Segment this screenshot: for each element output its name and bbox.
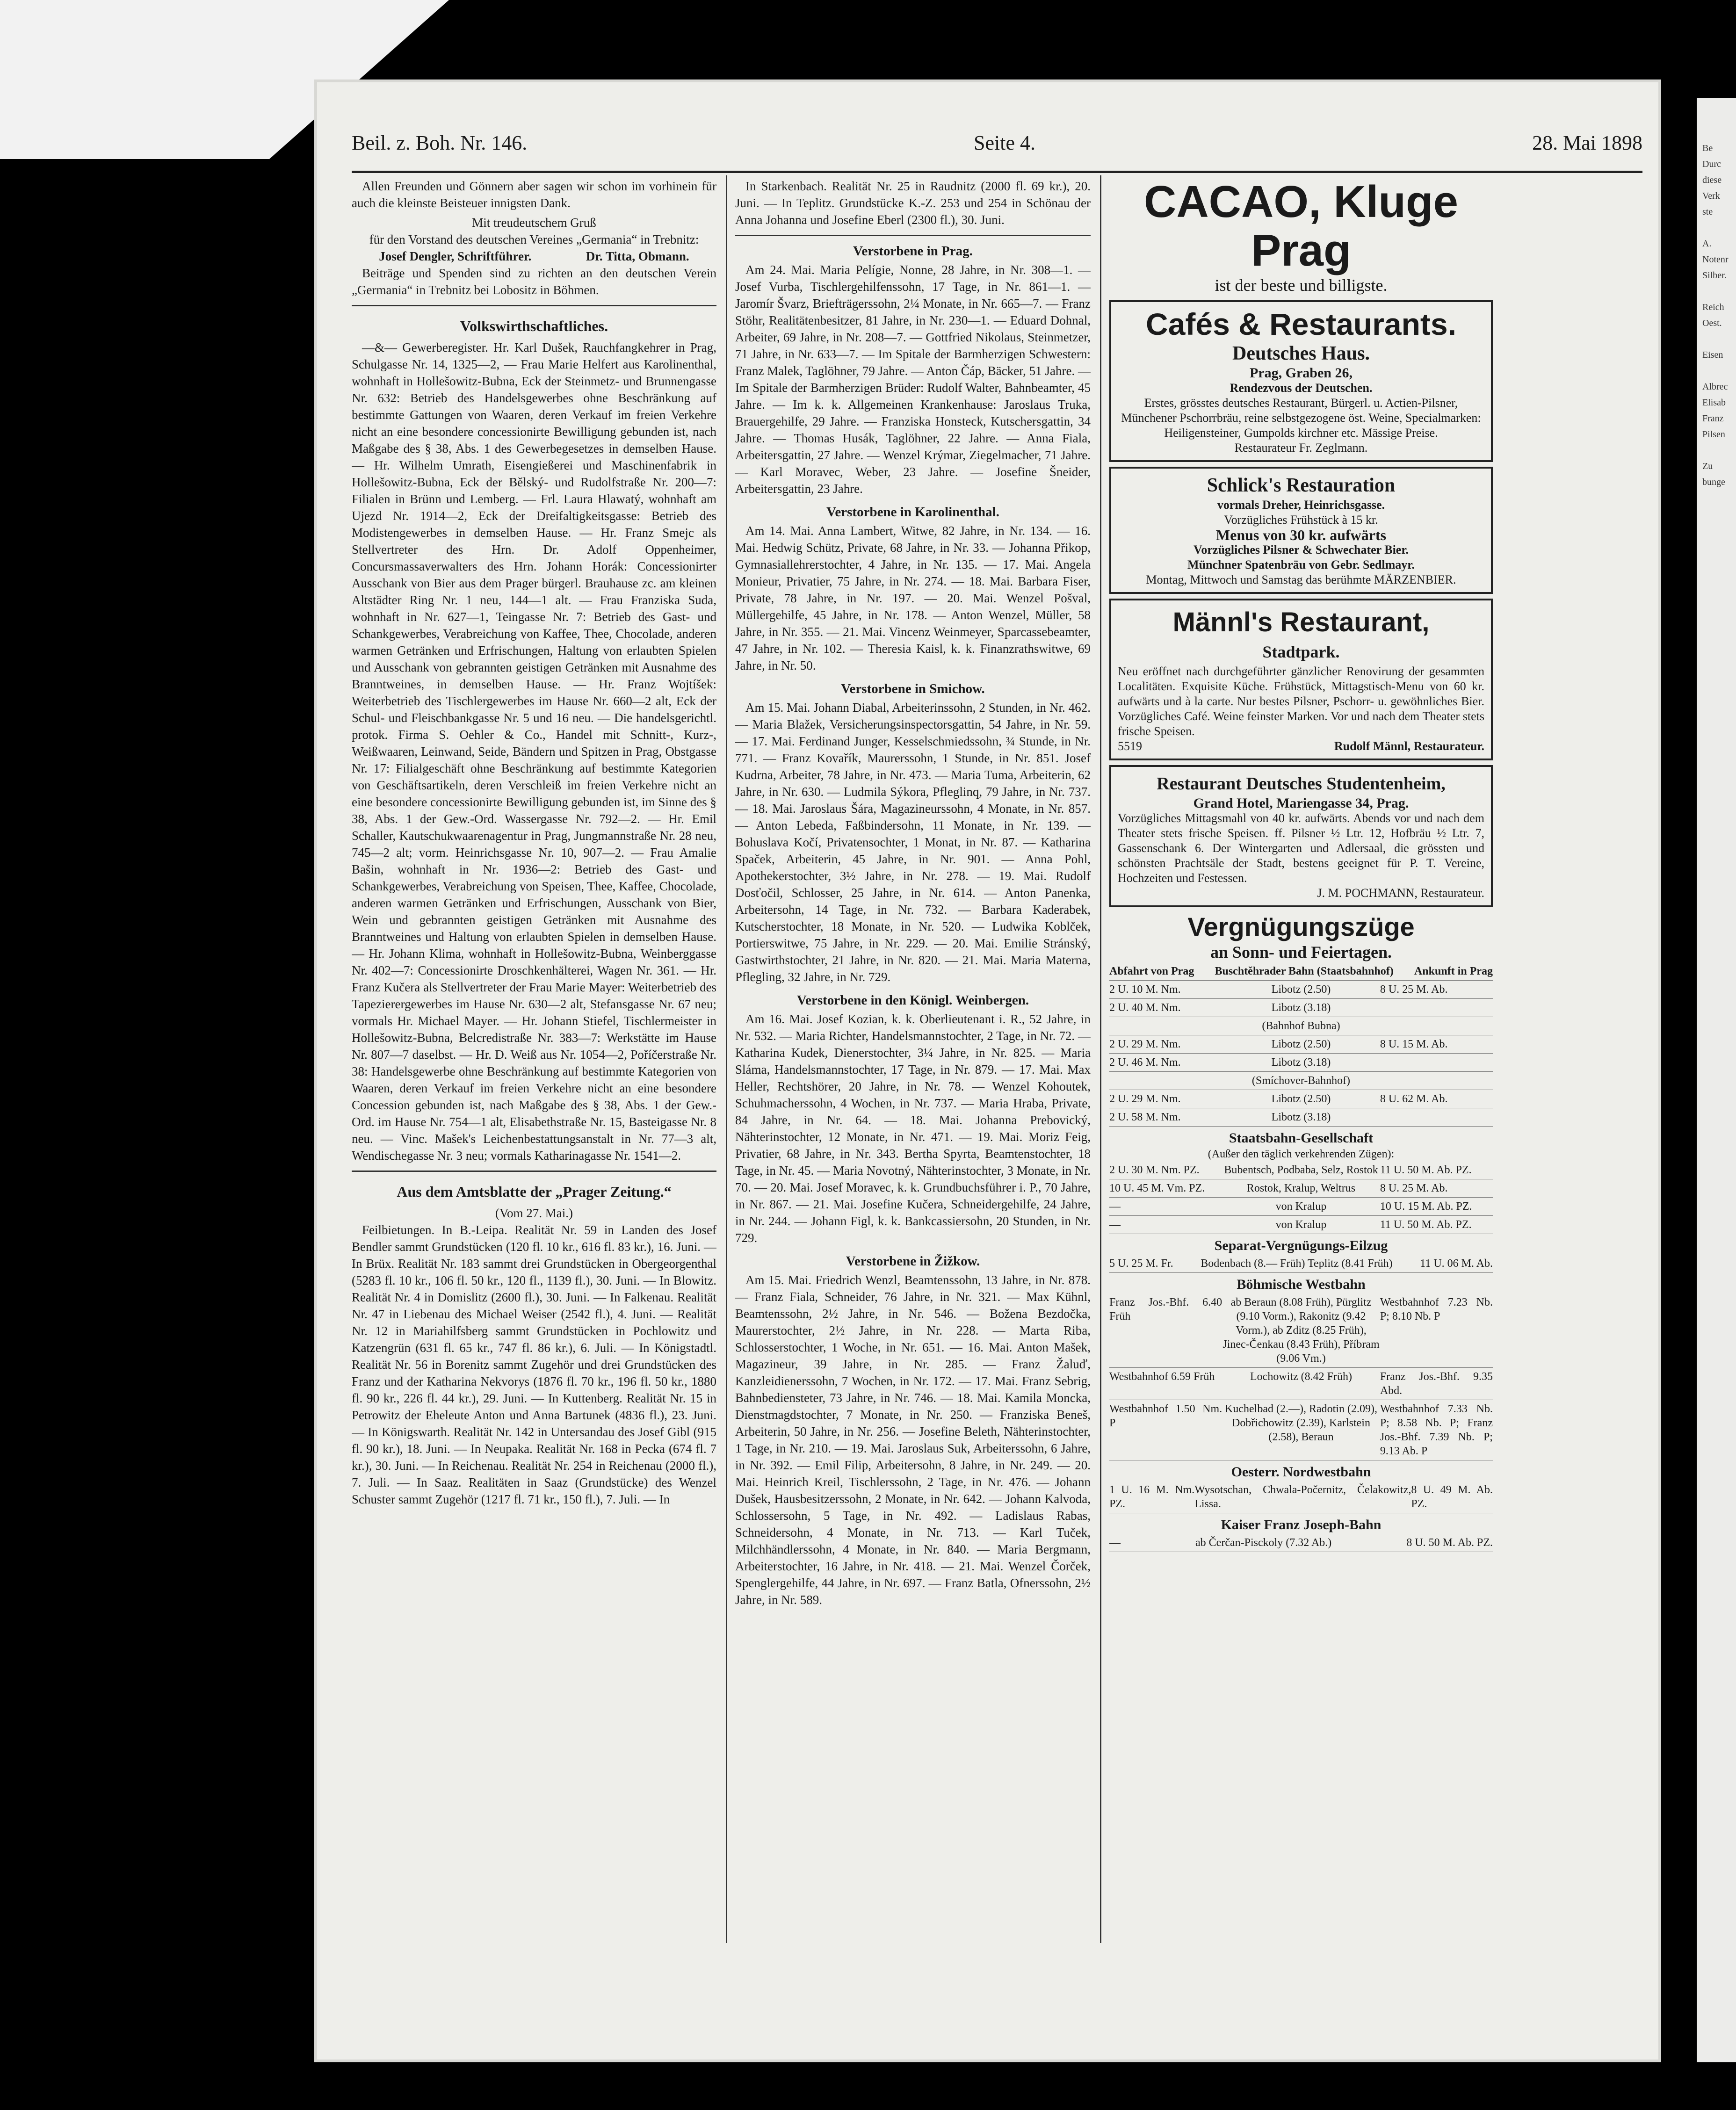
route-cell: Bubentsch, Podbaba, Selz, Rostok	[1224, 1164, 1378, 1176]
table-row	[1109, 1161, 1493, 1179]
route-cell: von Kralup	[1275, 1219, 1327, 1231]
arrival-cell: Westbahnhof 7.33 Nb. P; 8.58 Nb. P; Franz Jos.-Bhf. 7.39 Nb. P; 9.13 Ab. P	[1380, 1403, 1493, 1457]
westbahn-rows	[1109, 1293, 1493, 1460]
separator	[352, 305, 716, 306]
deaths-karolinenthal-text: Am 14. Mai. Anna Lambert, Witwe, 82 Jahre, in Nr. 134. — 16. Mai. Hedwig Schütz, Private, 68 Jahre, in Nr. 33. — Johanna Přikop, Gymnasiallehrerstochter, 4 Jahre, in Nr. 135. — 17. Mai. Angela Monieur, Privatier, 75 Jahre, in Nr. 274. — 18. Mai. Barbara Fiser, Private, 78 Jahre, in Nr. 197. — 20. Mai. Wenzel Pošval, Müllergehilfe, 45 Jahre, in Nr. 178. — Anton Wenzel, Müller, 58 Jahre, in Nr. 355. — 21. Mai. Vincenz Weinmeyer, Sparcassebeamter, 47 Jahre, in Nr. 102. — Theresia Kaisl, k. k. Finanzrathswitwe, 69 Jahre, in Nr. 50.	[735, 524, 1091, 672]
departure-cell: 2 U. 58 M. Nm.	[1109, 1111, 1181, 1123]
cafes-title: Cafés & Restaurants.	[1146, 307, 1456, 341]
buschtehrader-rows	[1109, 981, 1493, 1127]
separator	[352, 1171, 716, 1172]
route-cell: Libotz (2.50)	[1271, 1093, 1331, 1105]
arrival-cell: 8 U. 15 M. Ab.	[1380, 1038, 1448, 1050]
departure-cell: —	[1109, 1537, 1121, 1549]
route-cell: Libotz (3.18)	[1271, 1002, 1331, 1014]
separator	[735, 235, 1091, 236]
staatsbahn-rows	[1109, 1161, 1493, 1234]
route-cell: Rostok, Kralup, Weltrus	[1246, 1182, 1356, 1194]
deaths-weinbergen-title: Verstorbene in den Königl. Weinbergen.	[796, 993, 1029, 1008]
separat-title: Separat-Vergnügungs-Eilzug	[1214, 1238, 1388, 1253]
arrival-cell	[1380, 1019, 1493, 1033]
table-row	[1109, 1400, 1493, 1460]
arrival-cell: 8 U. 50 M. Ab. PZ.	[1406, 1537, 1493, 1549]
arrival-cell: 10 U. 15 M. Ab. PZ.	[1380, 1200, 1472, 1213]
trade-register-text: —&— Gewerberegister. Hr. Karl Dušek, Rauchfangkehrer in Prag, Schulgasse Nr. 14, 1325—2, — Frau Marie Helfert aus Karolinenthal, wohnhaft in Hollešowitz-Bubna, Eck der Steinmetz- und Brunnengasse Nr. 632: Betrieb des Handelsgewerbes ohne Beschränkung auf bestimmte Gattungen von Waaren, deren Verkauf im freien Verkehre nicht an eine besondere concessionirte Bewilligung gebunden ist, nach Maßgabe des § 38, Abs. 1 des Gewerbegesetzes in demselben Hause. — Hr. Wilhelm Umrath, Eisengießerei und Maschinenfabrik in Hollešowitz-Bubna, Eck der Bělský- und Rudolfstraße Nr. 200—7: Filialen in Brünn und Lemberg. — Frl. Laura Hlawatý, wohnhaft am Ujezd Nr. 1914—2, Eck der Dreifaltigkeitsgasse: Betrieb des Modistengewerbes in demselben Hause. — Hr. Franz Smejc als Stellvertreter des Hrn. Dr. Adolf Oppenheimer, Concursmassaverwalters des Hrn. Johann Horák: Concessionirter Ausschank von Bier aus dem Prager bürgerl. Brauhause zc. am kleinen Altstädter Ring Nr. 1 neu, 144—1 alt. — Frau Franziska Suda, wohnhaft in Nr. 627—1, Teingasse Nr. 7: Betrieb des Gast- und Schankgewerbes, Verabreichung von Kaffee, Thee, Chocolade, anderen warmen Getränken und Erfrischungen, Haltung von erlaubten Spielen und Ausschank von gebrannten geistigen Getränken mit Ausnahme des Branntweines, in demselben Hause. — Hr. Franz Wojtíšek: Weiterbetrieb des Tischlergewerbes im Hause Nr. 660—2 alt, Eck der Schul- und Fleischbankgasse Nr. 5 und 16 neu. — Die handelsgerichtl. protok. Firma S. Oehler & Co., Handel mit Schnitt-, Kurz-, Weißwaaren, Leinwand, Seide, Bändern und Spitzen in Prag, Obstgasse Nr. 17: Filialgeschäft ohne Beschränkung auf bestimmte Kategorien von Geschäftsartikeln, deren Verschleiß im freien Verkehre nicht an eine besondere concessionirte Bewilligung gebunden ist, im Sinne des § 38, Abs. 1 der Gew.-Ord. Wassergasse Nr. 792—2. — Hr. Emil Schaller, Kautschukwaarenagentur in Prag, Jungmannstraße Nr. 28 neu, 745—2 alt; vorm. Heinrichsgasse Nr. 10, 907—2. — Frau Amalie Bašin, wohnhaft in Nr. 1936—2: Betrieb des Gast- und Schankgewerbes, Verabreichung von Speisen, Thee, Kaffee, Chocolade, anderen warmen Getränken und Erfrischungen, Ausschank von Bier, Wein und gebrannten geistigen Getränken mit Ausnahme des Branntweines und Haltung von erlaubten Spielen in demselben Hause. — Hr. Johann Klima, wohnhaft in Hollešowitz-Bubna, Weinberggasse Nr. 402—7: Concessionirte Droschkenhälterei, Wagen Nr. 361. — Hr. Franz Kučera als Stellvertreter der Frau Marie Mayer: Weiterbetrieb des Tapezierergewerbes im Hause Nr. 630—2 alt, Stefansgasse Nr. 67 neu; vormals Hr. Michael Mayer. — Hr. Johann Stiefel, Tischlermeister in Hollešowitz-Bubna, Belcredistraße Nr. 383—7: Werkstätte im Hause Nr. 807—7 daselbst. — Hr. D. Weiß aus Nr. 1054—2, Poříčerstraße Nr. 38: Handelsgewerbe ohne Beschränkung auf bestimmte Kategorien von Waaren, deren Verkauf im freien Verkehre nicht an eine besondere Concession gebunden ist, nach Maßgabe des § 38, Abs. 1 der Gew.-Ord. im Hause Nr. 754—1 alt, Elisabethstraße Nr. 15, Basteigasse Nr. 8 neu. — Vinc. Mašek's Leichenbestattungsanstalt in Nr. 77—3 alt, Wendischegasse Nr. 3 neu; vormals Katharinagasse Nr. 1541—2.	[352, 340, 716, 1163]
arrival-cell	[1380, 1074, 1493, 1088]
column-1	[352, 178, 716, 1955]
header-rule	[352, 171, 1642, 173]
timetable-subtitle: an Sonn- und Feiertagen.	[1210, 943, 1392, 961]
franz-joseph-bahn-title: Kaiser Franz Joseph-Bahn	[1221, 1517, 1382, 1532]
maennl-footer	[1118, 739, 1484, 754]
cacao-ad-subtitle: ist der beste und billigste.	[1215, 276, 1388, 295]
arrival-cell: 8 U. 25 M. Ab.	[1380, 1182, 1448, 1194]
departure-cell: 2 U. 29 M. Nm.	[1109, 1093, 1181, 1105]
schlicks-subtitle: vormals Dreher, Heinrichsgasse.	[1217, 498, 1385, 512]
route-cell: Kuchelbad (2.—), Radotin (2.09), Dobřichowitz (2.39), Karlstein (2.58), Beraun	[1225, 1403, 1377, 1443]
timetable-title: Vergnügungszüge	[1187, 912, 1415, 941]
intro-paragraph: Allen Freunden und Gönnern aber sagen wir schon im vorhinein für auch die kleinste Beisteuer innigsten Dank.	[352, 179, 716, 210]
studentenheim-subtitle: Grand Hotel, Mariengasse 34, Prag.	[1193, 795, 1409, 811]
table-row	[1109, 1054, 1493, 1072]
table-row	[1109, 1090, 1493, 1108]
departure-cell: 2 U. 46 M. Nm.	[1109, 1056, 1181, 1069]
table-row	[1109, 1255, 1493, 1273]
schlicks-title: Schlick's Restauration	[1207, 475, 1396, 496]
departure-cell: Westbahnhof 1.50 Nm. P	[1109, 1403, 1222, 1429]
route-cell: ab Beraun (8.08 Früh), Pürglitz (9.10 Vorm.), Rakonitz (9.42 Vorm.), ab Zditz (8.25 Früh), Jinec-Čenkau (8.43 Früh), Příbram (9.06 Vm.)	[1222, 1296, 1380, 1365]
deaths-karolinenthal-title: Verstorbene in Karolinenthal.	[826, 505, 999, 520]
route-cell: Libotz (3.18)	[1271, 1111, 1331, 1123]
schlicks-line-4: Münchner Spatenbräu von Gebr. Sedlmayr.	[1187, 558, 1415, 571]
maennl-owner: Rudolf Männl, Restaurateur.	[1334, 739, 1484, 753]
arrival-cell: Franz Jos.-Bhf. 9.35 Abd.	[1380, 1371, 1493, 1397]
arrival-cell	[1380, 1055, 1493, 1069]
header-page-number: Seite 4.	[974, 131, 1035, 154]
adjacent-page-fragments: Be Durc diese Verk ste A. Notenr Silber. Reich Oest. Eisen Albrec Elisab Franz Pilsen Zu bunge	[1702, 143, 1729, 487]
arrival-cell	[1380, 1110, 1493, 1124]
deaths-zizkow-title: Verstorbene in Žižkow.	[846, 1254, 980, 1269]
route-cell: (Smíchover-Bahnhof)	[1251, 1075, 1351, 1087]
table-row	[1109, 1216, 1493, 1234]
table-row	[1109, 1108, 1493, 1127]
table-row	[1109, 1198, 1493, 1216]
arrival-cell: 8 U. 62 M. Ab.	[1380, 1093, 1448, 1105]
table-row	[1109, 1017, 1493, 1035]
table-row	[1109, 1293, 1493, 1368]
maennl-subtitle: Stadtpark.	[1262, 643, 1340, 661]
arrival-cell: 11 U. 50 M. Ab. PZ.	[1380, 1164, 1472, 1176]
deaths-prag-title: Verstorbene in Prag.	[853, 244, 973, 259]
departure-cell: 5 U. 25 M. Fr.	[1109, 1257, 1173, 1270]
studentenheim-text: Vorzügliches Mittagsmahl von 40 kr. aufwärts. Abends vor und nach dem Theater stets frische Speisen. ff. Pilsner ½ Ltr. 12, Hofbräu ½ Ltr. 7, Gassenschank 6. Der Wintergarten und Adlersaal, die grössten und schönsten Prachtsäle der Stadt, bestens geeignet für P. T. Vereine, Hochzeiten und Festessen.	[1118, 811, 1484, 885]
departure-cell	[1109, 1019, 1222, 1033]
deaths-weinbergen-text: Am 16. Mai. Josef Kozian, k. k. Oberlieutenant i. R., 52 Jahre, in Nr. 532. — Maria Richter, Handelsmannstochter, 2 Tage, in Nr. 72. — Katharina Kudek, Dienerstochter, 3¼ Jahre, in Nr. 825. — Maria Sláma, Handelsmannstochter, 17 Tage, in Nr. 879. — 17. Mai. Max Heller, Rechtshörer, 20 Jahre, in Nr. 78. — Wenzel Kohoutek, Schuhmacherssohn, 4 Wochen, in Nr. 737. — Maria Hraba, Private, 84 Jahre, in Nr. 64. — 18. Mai. Johanna Prebovický, Nähterinstochter, 12 Monate, in Nr. 471. — 19. Mai. Moriz Feig, Privatier, 68 Jahre, in Nr. 343. Bertha Spyrta, Beamtenstochter, 18 Tage, in Nr. 45. — Maria Novotný, Nähterinstochter, 3 Monate, in Nr. 70. — 20. Mai. Josef Moravec, k. k. Grundbuchsführer i. P., 70 Jahre, in Nr. 867. — 21. Mai. Josefine Kučera, Schneidergehilfe, 24 Jahre, in Nr. 244. — Johann Figl, k. k. Bankcassiersohn, 20 Stunden, in Nr. 729.	[735, 1012, 1091, 1245]
westbahn-title: Böhmische Westbahn	[1237, 1277, 1366, 1292]
table-row	[1109, 981, 1493, 999]
arrival-cell: 11 U. 50 M. Ab. PZ.	[1380, 1219, 1472, 1231]
timetable	[1109, 912, 1493, 1552]
schlicks-line-5: Montag, Mittwoch und Samstag das berühmte MÄRZENBIER.	[1146, 573, 1456, 586]
schlicks-line-3: Vorzügliches Pilsner & Schwechater Bier.	[1193, 543, 1409, 556]
auctions-continued: In Starkenbach. Realität Nr. 25 in Raudnitz (2000 fl. 69 kr.), 20. Juni. — In Teplitz. Grundstücke K.-Z. 253 und 254 in Schönau der Anna Johanna und Josefine Eberl (2300 fl.), 30. Juni.	[735, 179, 1091, 227]
table-row	[1109, 1179, 1493, 1198]
column-divider	[1100, 175, 1101, 1943]
arrival-cell: 11 U. 06 M. Ab.	[1420, 1257, 1493, 1270]
arrival-cell: 8 U. 49 M. Ab. PZ.	[1411, 1484, 1493, 1510]
deutsches-haus-title: Deutsches Haus.	[1232, 343, 1370, 364]
column-divider	[726, 175, 727, 1943]
departure-cell: 2 U. 30 M. Nm. PZ.	[1109, 1164, 1200, 1176]
deaths-zizkow-text: Am 15. Mai. Friedrich Wenzl, Beamtenssohn, 13 Jahre, in Nr. 878. — Franz Fiala, Schneider, 76 Jahre, in Nr. 321. — Max Kühnl, Beamtenssohn, 2½ Jahre, in Nr. 546. — Božena Bezdočka, Maurerstochter, 2½ Jahre, in Nr. 228. — Marta Riba, Schlosserstochter, 1 Woche, in Nr. 651. — 16. Mai. Anton Mašek, Magazineur, 39 Jahre, in Nr. 285. — Franz Žaluď, Kanzleidienerssohn, 7 Wochen, in Nr. 172. — 17. Mai. Franz Sebrig, Bahnbediensteter, 73 Jahre, in Nr. 746. — 18. Mai. Kamila Moncka, Dienstmagdstochter, 7 Monate, in Nr. 250. — Franziska Beneš, Arbeiterin, 50 Jahre, in Nr. 256. — Josefine Beleth, Nähterinstochter, 1 Tage, in Nr. 210. — 19. Mai. Jaroslaus Suk, Arbeiterssohn, 6 Jahre, in Nr. 392. — Emil Filip, Arbeitersohn, 8 Jahre, in Nr. 249. — 20. Mai. Heinrich Kreil, Tischlerssohn, 2 Tage, in Nr. 476. — Johann Dušek, Hausbesitzerssohn, 2 Monate, in Nr. 642. — Johann Kalvoda, Schlossersohn, 5 Tage, in Nr. 492. — Ladislaus Rabas, Schneidersohn, 4 Monate, in Nr. 713. — Karl Tuček, Milchhändlerssohn, 4 Monate, in Nr. 840. — Maria Bergmann, Arbeiterstochter, 16 Jahre, in Nr. 418. — 21. Mai. Wenzel Čorček, Spenglergehilfe, 44 Jahre, in Nr. 697. — Franz Batla, Ofnerssohn, 2½ Jahre, in Nr. 589.	[735, 1273, 1091, 1607]
column-3-ads	[1109, 178, 1493, 1955]
departure-cell: 2 U. 29 M. Nm.	[1109, 1038, 1181, 1050]
deaths-smichow-title: Verstorbene in Smichow.	[841, 681, 985, 696]
studentenheim-ad	[1109, 765, 1493, 907]
studentenheim-owner: J. M. POCHMANN, Restaurateur.	[1317, 886, 1484, 900]
maennl-ad	[1109, 599, 1493, 760]
deaths-smichow-text: Am 15. Mai. Johann Diabal, Arbeiterinssohn, 2 Stunden, in Nr. 462. — Maria Blažek, Versicherungsinspectorsgattin, 54 Jahre, in Nr. 59. — 17. Mai. Ferdinand Junger, Kesselschmiedssohn, ¾ Stunde, in Nr. 771. — Franz Kovařík, Maurerssohn, 1 Stunde, in Nr. 851. Josef Kudrna, Arbeiter, 78 Jahre, in Nr. 473. — Maria Tuma, Arbeiterin, 62 Jahre, in Nr. 630. — Ludmila Sýkora, Pfleglinq, 79 Jahre, in Nr. 737. — 18. Mai. Jaroslaus Šára, Magazineurssohn, 4 Monate, in Nr. 857. — Anton Lebeda, Faßbindersohn, 11 Monate, in Nr. 139. — Bohuslava Kočí, Privatensochter, 1 Monat, in Nr. 87. — Katharina Spaček, Arbeiterin, 45 Jahre, in Nr. 901. — Anna Pohl, Apothekerstochter, 3½ Jahre, in Nr. 278. — 19. Mai. Rudolf Dosťočil, Schlosser, 25 Jahre, in Nr. 614. — Anton Panenka, Arbeitersohn, 14 Tage, in Nr. 732. — Barbara Kaderabek, Kutscherstochter, 18 Monate, in Nr. 520. — Ludwika Koblček, Portierswitwe, 75 Jahre, in Nr. 229. — 20. Mai. Emilie Stránský, Gastwirthstochter, 21 Jahre, in Nr. 820. — 21. Mai. Maria Materna, Pflegling, 32 Jahre, in Nr. 729.	[735, 701, 1091, 984]
deutsches-haus-owner: Restaurateur Fr. Zeglmann.	[1234, 441, 1368, 455]
departure-cell: —	[1109, 1219, 1121, 1231]
newspaper-page	[314, 79, 1661, 2062]
arrival-cell	[1380, 1001, 1493, 1015]
deutsches-haus-subtitle: Rendezvous der Deutschen.	[1230, 381, 1373, 395]
deutsches-haus-address: Prag, Graben 26,	[1250, 365, 1353, 381]
maennl-number: 5519	[1118, 739, 1142, 753]
section-title-gazette: Aus dem Amtsblatte der „Prager Zeitung.“	[397, 1183, 672, 1200]
staatsbahn-title: Staatsbahn-Gesellschaft	[1229, 1130, 1374, 1146]
timetable-header	[1109, 962, 1493, 981]
departure-cell: Westbahnhof 6.59 Früh	[1109, 1371, 1215, 1383]
table-row	[1109, 1072, 1493, 1090]
route-cell: Libotz (3.18)	[1271, 1056, 1331, 1069]
signature-right: Dr. Titta, Obmann.	[586, 249, 689, 263]
maennl-title: Männl's Restaurant,	[1172, 607, 1430, 637]
departure-cell: 2 U. 10 M. Nm.	[1109, 983, 1181, 996]
route-cell: Libotz (2.50)	[1271, 983, 1331, 996]
nordwestbahn-title: Oesterr. Nordwestbahn	[1231, 1464, 1371, 1480]
departure-cell: Franz Jos.-Bhf. 6.40 Früh	[1109, 1296, 1222, 1322]
arrival-cell: Westbahnhof 7.23 Nb. P; 8.10 Nb. P	[1380, 1296, 1493, 1322]
header-date: 28. Mai 1898	[1532, 131, 1642, 154]
departure-cell: —	[1109, 1200, 1121, 1213]
route-cell: von Kralup	[1275, 1200, 1327, 1213]
route-cell: Lochowitz (8.42 Früh)	[1250, 1371, 1352, 1383]
signatures	[352, 248, 716, 265]
departure-cell: 2 U. 40 M. Nm.	[1109, 1002, 1181, 1014]
arrival-cell: 8 U. 25 M. Ab.	[1380, 983, 1448, 996]
col-header-departure: Abfahrt von Prag	[1109, 965, 1194, 977]
route-cell: ab Čerčan-Pisckoly (7.32 Ab.)	[1195, 1537, 1332, 1549]
schlicks-line-2: Menus von 30 kr. aufwärts	[1215, 527, 1387, 543]
section-title-economy: Volkswirthschaftliches.	[460, 318, 608, 334]
route-cell: Wysotschan, Chwala-Počernitz, Čelakowitz, Lissa.	[1194, 1484, 1411, 1510]
donation-note: Beiträge und Spenden sind zu richten an den deutschen Verein „Germania“ in Trebnitz bei Lobositz in Böhmen.	[352, 266, 716, 297]
studentenheim-title: Restaurant Deutsches Studentenheim,	[1157, 774, 1446, 794]
departure-cell	[1109, 1074, 1222, 1088]
route-cell: Bodenbach (8.— Früh) Teplitz (8.41 Früh)	[1201, 1257, 1393, 1270]
cafes-restaurants-ad	[1109, 300, 1493, 462]
deutsches-haus-text: Erstes, grösstes deutsches Restaurant, Bürgerl. u. Actien-Pilsner, Münchener Pschorrbräu, reine selbstgezogene öst. Weine, Specialmarken: Heiligensteiner, Gumpolds kirchner etc. Mässige Preise.	[1121, 396, 1481, 440]
departure-cell: 1 U. 16 M. Nm. PZ.	[1109, 1484, 1195, 1510]
deaths-prag-text: Am 24. Mai. Maria Pelígie, Nonne, 28 Jahre, in Nr. 308—1. — Josef Vurba, Tischlergehilfenssohn, 17 Tage, in Nr. 861—1. — Jaromír Švarz, Briefträgerssohn, 2¼ Monate, in Nr. 665—7. — Franz Stöhr, Realitätenbesitzer, 81 Jahre, in Nr. 230—1. — Eduard Dohnal, Arbeiter, 69 Jahre, in Nr. 208—7. — Gottfried Nikolaus, Steinmetzer, 71 Jahre, in Nr. 633—7. — Im Spitale der Barmherzigen Schwestern: Franz Malek, Taglöhner, 79 Jahre. — Anton Čáp, Bäcker, 51 Jahre. — Im Spitale der Barmherzigen Brüder: Rudolf Walter, Bahnbeamter, 45 Jahre. — Im k. k. Allgemeinen Krankenhause: Jaroslaus Truka, Brauergehilfe, 29 Jahre. — Franziska Honsteck, Kutschersgattin, 34 Jahre. — Thomas Husák, Taglöhner, 22 Jahre. — Anna Fiala, Arbeitersgattin, 27 Jahre. — Wenzel Krýmar, Ziegelmacher, 71 Jahre. — Karl Moravec, Weber, 23 Jahre. — Josefine Šneider, Arbeitersgattin, 23 Jahre.	[735, 263, 1091, 496]
table-row	[1109, 1368, 1493, 1400]
route-cell: Libotz (2.50)	[1271, 1038, 1331, 1050]
schlicks-ad	[1109, 467, 1493, 594]
header-issue: Beil. z. Boh. Nr. 146.	[352, 131, 528, 154]
table-row	[1109, 1035, 1493, 1054]
col-header-arrival: Ankunft in Prag	[1414, 965, 1493, 977]
table-row	[1109, 1534, 1493, 1552]
greeting: Mit treudeutschem Gruß	[472, 216, 596, 230]
auctions-text: Feilbietungen. In B.-Leipa. Realität Nr. 59 in Landen des Josef Bendler sammt Grundstücken (120 fl. 10 kr., 616 fl. 83 kr.), 16. Juni. — In Brüx. Realität Nr. 183 sammt drei Grundstücken in Obergeorgenthal (5283 fl. 10 kr., 106 fl. 50 kr., 120 fl., 1139 fl.), 30. Juni. — In Blowitz. Realität Nr. 4 in Domislitz (2600 fl.), 30. Juni. — In Falkenau. Realität Nr. 47 in Liebenau des Michael Weiser (2542 fl.), 4. Juni. — Realität Nr. 12 in Mariahilfsberg sammt Grundstücken in Pochlowitz und Katzengrün (631 fl. 65 kr., 747 fl. 86 kr.), 6. Juli. — In Königstadtl. Realität Nr. 56 in Borenitz sammt Zugehör und drei Grundstücken des Franz und der Katharina Nekvorys (1876 fl. 70 kr., 196 fl. 50 kr., 1880 fl. 90 kr., 226 fl. 44 kr.), 29. Juni. — In Kuttenberg. Realität Nr. 15 in Petrowitz der Eheleute Anton und Anna Bartunek (4836 fl.), 23. Juni. — In Königswarth. Realität Nr. 142 in Untersandau des Josef Gibl (915 fl. 90 kr.), 18. Juni. — In Neupaka. Realität Nr. 168 in Pecka (674 fl. 7 kr.), 30. Juni. — In Reichenau. Realität Nr. 254 in Reichenau (2000 fl.), 7. Juli. — In Saaz. Realitäten in Saaz (Grundstücke) des Wenzel Schuster sammt Zugehör (1217 fl. 71 kr., 150 fl.), 7. Juli. — In	[352, 1223, 716, 1506]
departure-cell: 10 U. 45 M. Vm. PZ.	[1109, 1182, 1205, 1194]
table-row	[1109, 999, 1493, 1017]
schlicks-line-1: Vorzügliches Frühstück à 15 kr.	[1224, 513, 1378, 527]
table-row	[1109, 1481, 1493, 1513]
signature-left: Josef Dengler, Schriftführer.	[379, 249, 532, 263]
staatsbahn-subtitle: (Außer den täglich verkehrenden Zügen):	[1208, 1148, 1395, 1160]
board-line: für den Vorstand des deutschen Vereines „Germania“ in Trebnitz:	[369, 232, 699, 246]
route-cell: (Bahnhof Bubna)	[1262, 1020, 1340, 1032]
page-header	[352, 131, 1642, 164]
gazette-date: (Vom 27. Mai.)	[495, 1206, 573, 1220]
col-header-line: Buschtěhrader Bahn (Staatsbahnhof)	[1215, 965, 1394, 977]
cacao-ad-title: CACAO, Kluge Prag	[1144, 178, 1458, 275]
column-2	[735, 178, 1091, 1955]
maennl-text: Neu eröffnet nach durchgeführter gänzlicher Renovirung der gesammten Localitäten. Exquisite Küche. Frühstück, Mittagstisch-Menu von 60 kr. aufwärts und à la carte. Nur bestes Pilsner, Pschorr- u. gewöhnliches Bier. Vorzügliches Café. Weine feinster Marken. Vor und nach dem Theater stets frische Speisen.	[1118, 665, 1484, 738]
